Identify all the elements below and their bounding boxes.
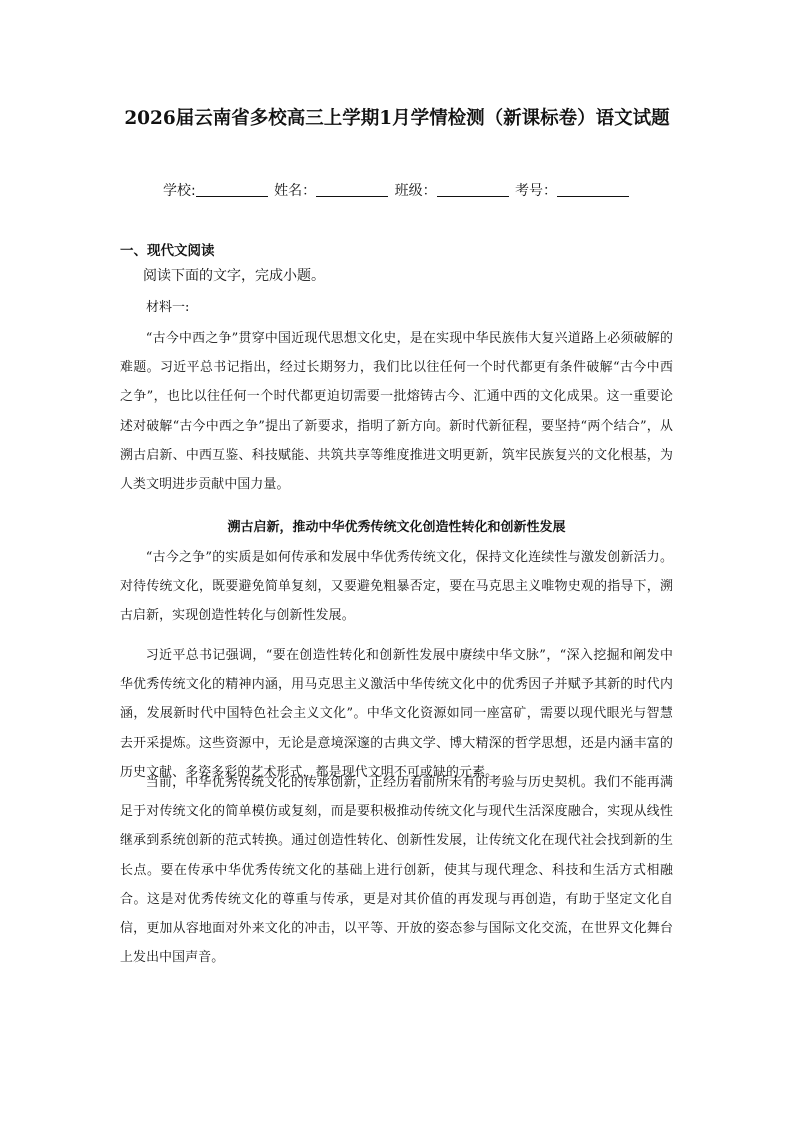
material-label: 材料一: — [146, 300, 190, 315]
school-blank[interactable] — [196, 182, 268, 197]
exam-number-label: 考号： — [515, 183, 558, 199]
student-info-line — [0, 180, 794, 202]
paragraph: 习近平总书记强调，“要在创造性转化和创新性发展中赓续中华文脉”，“深入挖掘和阐发中华优秀传统文化的精神内涵，用马克思主义激活中华传统文化中的优秀因子并赋予其新的时代内涵，发展新时代中国特色社会主义文化”。中华文化资源如同一座富矿，需要以现代眼光与智慧去开采提炼。这些资源中，无论是意境深邃的古典文学、博大精深的哲学思想，还是内涵丰富的历史文献、多姿多彩的艺术形式，都是现代文明不可或缺的元素。 — [120, 648, 673, 780]
reading-instruction: 阅读下面的文字，完成小题。 — [143, 268, 325, 284]
paragraph: “古今中西之争”贯穿中国近现代思想文化史，是在实现中华民族伟大复兴道路上必须破解的难题。习近平总书记指出，经过长期努力，我们比以往任何一个时代都更有条件破解“古今中西之争”，也比以往任何一个时代都更迫切需要一批熔铸古今、汇通中西的文化成果。这一重要论述对破解“古今中西之争”提出了新要求，指明了新方向。新时代新征程，要坚持“两个结合”，从溯古启新、中西互鉴、科技赋能、共筑共享等维度推进文明更新，筑牢民族复兴的文化根基，为人类文明进步贡献中国力量。 — [120, 331, 673, 493]
name-blank[interactable] — [316, 182, 388, 197]
exam-title: 2026届云南省多校高三上学期1月学情检测（新课标卷）语文试题 — [124, 108, 670, 129]
school-label: 学校: — [162, 183, 196, 199]
material-subheading: 溯古启新，推动中华优秀传统文化创造性转化和创新性发展 — [227, 520, 566, 535]
class-label: 班级： — [394, 183, 437, 199]
paragraph: 当前，中华优秀传统文化的传承创新，正经历着前所未有的考验与历史契机。我们不能再满足于对传统文化的简单模仿或复刻，而是要积极推动传统文化与现代生活深度融合，实现从线性继承到系统创新的范式转换。通过创造性转化、创新性发展，让传统文化在现代社会找到新的生长点。要在传承中华优秀传统文化的基础上进行创新，使其与现代理念、科技和生活方式相融合。这是对优秀传统文化的尊重与传承，更是对其价值的再发现与再创造，有助于坚定文化自信，更加从容地面对外来文化的冲击，以平等、开放的姿态参与国际文化交流，在世界文化舞台上发出中国声音。 — [120, 775, 673, 966]
section-heading: 一、现代文阅读 — [120, 243, 215, 259]
name-label: 姓名： — [274, 183, 317, 199]
paragraph: “古今之争”的实质是如何传承和发展中华优秀传统文化，保持文化连续性与激发创新活力。对待传统文化，既要避免简单复刻，又要避免粗暴否定，要在马克思主义唯物史观的指导下，溯古启新，实现创造性转化与创新性发展。 — [120, 550, 673, 624]
exam-number-blank[interactable] — [557, 182, 629, 197]
class-blank[interactable] — [437, 182, 509, 197]
